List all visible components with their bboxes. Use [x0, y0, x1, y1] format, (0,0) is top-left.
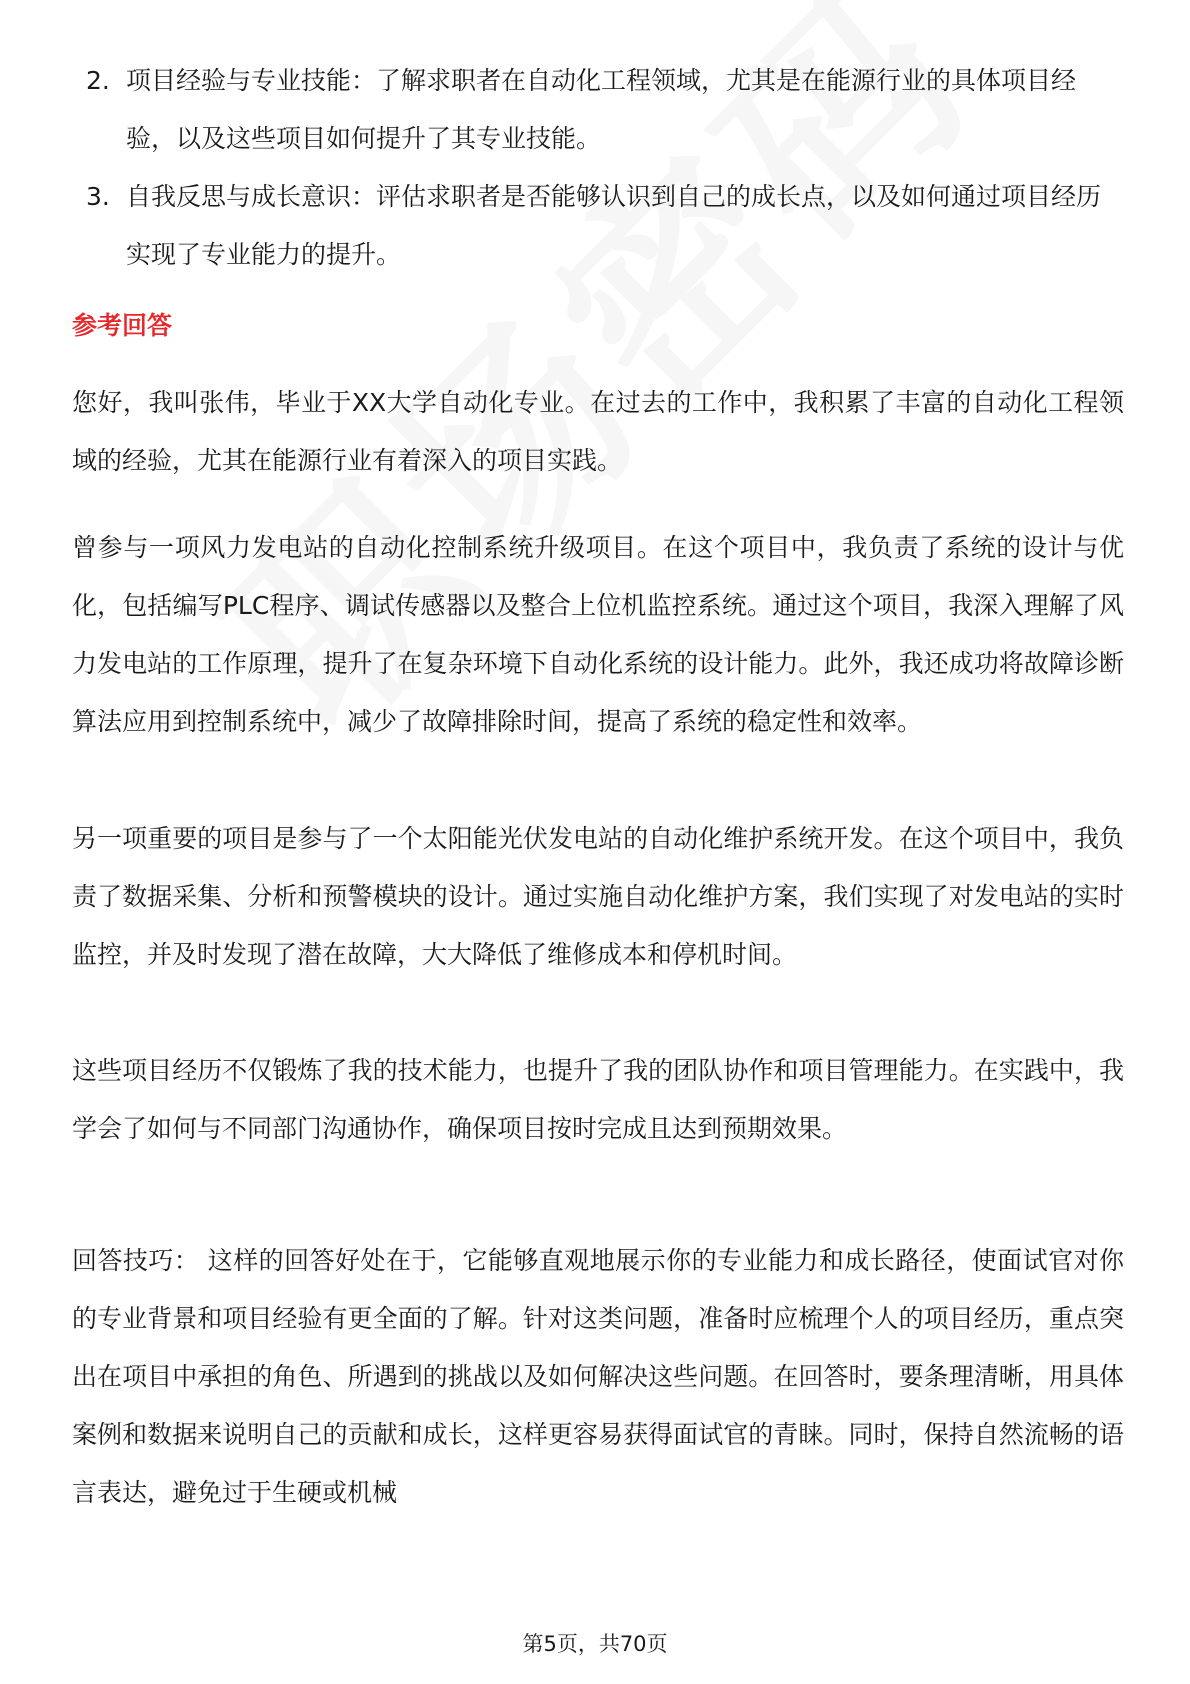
paragraph: 曾参与一项风力发电站的自动化控制系统升级项目。在这个项目中，我负责了系统的设计与优化，包括编写PLC程序、调试传感器以及整合上位机监控系统。通过这个项目，我深入理解了风力发电站的工作原理，提升了在复杂环境下自动化系统的设计能力。此外，我还成功将故障诊断算法应用到控制系统中，减少了故障排除时间，提高了系统的稳定性和效率。 — [72, 533, 1124, 736]
list-item-number: 3. — [86, 182, 110, 211]
list-item-text: 项目经验与专业技能：了解求职者在自动化工程领域，尤其是在能源行业的具体项目经验，以及这些项目如何提升了其专业技能。 — [126, 66, 1077, 153]
answer-tips-paragraph: 回答技巧： 这样的回答好处在于，它能够直观地展示你的专业能力和成长路径，使面试官对你的专业背景和项目经验有更全面的了解。针对这类问题，准备时应梳理个人的项目经历，重点突出在项目中承担的角色、所遇到的挑战以及如何解决这些问题。在回答时，要条理清晰，用具体案例和数据来说明自己的贡献和成长，这样更容易获得面试官的青睐。同时，保持自然流畅的语言表达，避免过于生硬或机械 — [72, 1246, 1124, 1507]
list-item-number: 2. — [86, 66, 110, 95]
numbered-list — [72, 52, 1122, 284]
paragraph: 这些项目经历不仅锻炼了我的技术能力，也提升了我的团队协作和项目管理能力。在实践中，我学会了如何与不同部门沟通协作，确保项目按时完成且达到预期效果。 — [72, 1056, 1124, 1143]
paragraph: 另一项重要的项目是参与了一个太阳能光伏发电站的自动化维护系统开发。在这个项目中，我负责了数据采集、分析和预警模块的设计。通过实施自动化维护方案，我们实现了对发电站的实时监控，并及时发现了潜在故障，大大降低了维修成本和停机时间。 — [72, 824, 1124, 969]
section-heading: 参考回答 — [72, 311, 173, 340]
list-item — [72, 52, 1122, 168]
list-item — [72, 168, 1122, 284]
page-footer: 第5页，共70页 — [522, 1632, 668, 1656]
paragraph: 您好，我叫张伟，毕业于XX大学自动化专业。在过去的工作中，我积累了丰富的自动化工程领域的经验，尤其在能源行业有着深入的项目实践。 — [72, 388, 1124, 475]
list-item-text: 自我反思与成长意识：评估求职者是否能够认识到自己的成长点，以及如何通过项目经历实现了专业能力的提升。 — [126, 182, 1102, 269]
